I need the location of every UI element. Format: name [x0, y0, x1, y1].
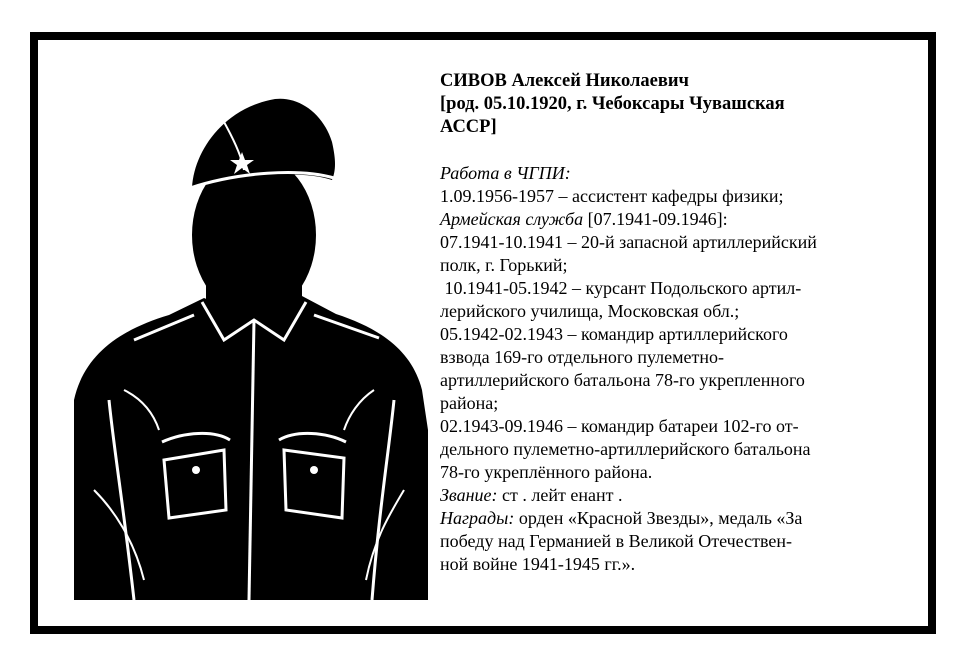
rank-line [440, 484, 910, 507]
rank-value: ст . лейт енант . [497, 485, 623, 505]
army-line: взвода 169-го отдельного пулеметно- [440, 347, 725, 367]
rank-label: Звание: [440, 485, 498, 505]
army-line: полк, г. Горький; [440, 255, 568, 275]
army-line: 78-го укреплённого района. [440, 462, 653, 482]
army-line: дельного пулеметно-артиллерийского батальона [440, 439, 811, 459]
awards-value: орден «Красной Звезды», медаль «За [514, 508, 803, 528]
awards-label: Награды: [440, 508, 515, 528]
army-line: артиллерийского батальона 78-го укрепленного [440, 370, 805, 390]
soldier-silhouette-image [74, 70, 428, 600]
biography-card [30, 32, 936, 634]
awards-line: ной войне 1941-1945 гг.». [440, 554, 636, 574]
army-period: [07.1941-09.1946]: [583, 209, 728, 229]
army-line: 10.1941-05.1942 – курсант Подольского артил- [440, 278, 802, 298]
person-name: СИВОВ Алексей Николаевич [440, 71, 689, 91]
biography-text [440, 70, 910, 576]
birth-info-line1: [род. 05.10.1920, г. Чебоксары Чувашская [440, 94, 785, 114]
birth-info-line2: АССР] [440, 117, 497, 137]
army-line: 07.1941-10.1941 – 20-й запасной артиллерийский [440, 232, 817, 252]
army-line: 02.1943-09.1946 – командир батареи 102-го от- [440, 416, 799, 436]
awards-line [440, 507, 910, 530]
army-heading: Армейская служба [440, 209, 584, 229]
work-line: 1.09.1956-1957 – ассистент кафедры физики; [440, 186, 784, 206]
army-heading-line [440, 208, 910, 231]
army-line: 05.1942-02.1943 – командир артиллерийского [440, 324, 788, 344]
soldier-silhouette-portrait [74, 70, 428, 600]
army-line: лерийского училища, Московская обл.; [440, 301, 740, 321]
awards-line: победу над Германией в Великой Отечествен- [440, 531, 792, 551]
army-line: района; [440, 393, 499, 413]
work-heading: Работа в ЧГПИ: [440, 163, 571, 183]
